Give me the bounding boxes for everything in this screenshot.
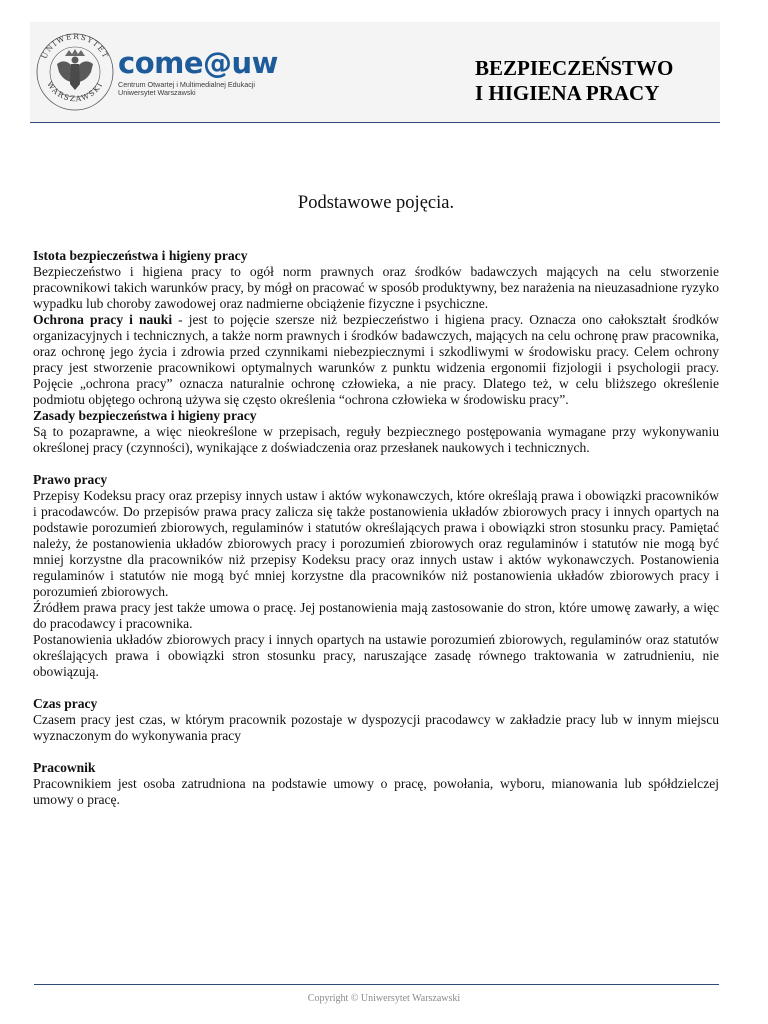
footer-divider — [34, 984, 719, 985]
section-body-ochrona: - jest to pojęcie szersze niż bezpieczeństwo i higiena pracy. Oznacza ono całokształt środków organizacyjnych i technicznych, a także norm prawnych i środków badawczych, mających na celu ochronę praw pracownika, oraz ochronę jego życia i zdrowia przed czynnikami niebezpiecznymi i szkodliwymi w środowisku pracy. Celem ochrony pracy jest stworzenie pracownikowi optymalnych warunków z punktu widzenia ergonomii fizjologii i psychologii pracy. Pojęcie „ochrona pracy” oznacza naturalnie ochronę człowieka, a nie pracy. Dlatego też, w celu bliższego określenie podmiotu objętego ochroną używa się często określenia “ochrona człowieka w środowisku pracy”. — [33, 312, 719, 407]
logo-subtitle-line: Uniwersytet Warszawski — [118, 88, 196, 97]
section-body-czas: Czasem pracy jest czas, w którym pracownik pozostaje w dyspozycji pracodawcy w zakładzie pracy lub w innym miejscu wyznaczonym do wykonywania pracy — [33, 712, 719, 743]
section-body-istota: Bezpieczeństwo i higiena pracy to ogół norm prawnych oraz środków badawczych mających na celu stworzenie pracownikowi takich warunków pracy, by mógł on pracować w sposób produktywny, bez narażenia na nieuzasadnione ryzyko wypadku lub choroby zawodowej oraz nadmierne obciążenie fizyczne i psychiczne. — [33, 264, 719, 311]
course-title — [475, 56, 673, 106]
section-body-pracownik: Pracownikiem jest osoba zatrudniona na podstawie umowy o pracę, powołania, wyboru, mianowania lub spółdzielczej umowy o pracę. — [33, 776, 719, 807]
seal-text-top: UNIWERSYTET — [39, 31, 111, 61]
logo-subtitle — [118, 81, 255, 97]
section-heading-prawo: Prawo pracy — [33, 472, 108, 487]
document-body — [33, 248, 719, 808]
course-title-line-1: BEZPIECZEŃSTWO — [475, 56, 674, 80]
section-body-prawo-1: Przepisy Kodeksu pracy oraz przepisy innych ustaw i aktów wykonawczych, które określają prawa i obowiązki pracowników i pracodawców. Do przepisów prawa pracy zalicza się także postanowienia układów zbiorowych pracy i innych opartych na podstawie porozumień zbiorowych, regulaminów i statutów określających prawa i obowiązki stron stosunku pracy. Pamiętać należy, że postanowienia układów zbiorowych pracy i porozumień zbiorowych oraz regulaminów i statutów nie mogą być mniej korzystne dla pracowników niż przepisy Kodeksu pracy oraz innych ustaw i aktów wykonawczych. Postanowienia regulaminów i statutów nie mogą być mniej korzystne dla pracowników niż postanowienia układów zbiorowych pracy i porozumień zbiorowych. — [33, 488, 719, 599]
footer-copyright: Copyright © Uniwersytet Warszawski — [307, 993, 461, 1004]
seal-text-bottom: WARSZAWSKI — [45, 79, 105, 104]
section-heading-pracownik: Pracownik — [33, 760, 96, 775]
header-divider — [30, 122, 720, 123]
logo-subtitle-line: Centrum Otwartej i Multimedialnej Edukacji — [118, 80, 256, 89]
document-title: Podstawowe pojęcia. — [297, 193, 455, 213]
course-title-line-2: I HIGIENA PRACY — [475, 81, 660, 105]
section-heading-czas: Czas pracy — [33, 696, 98, 711]
section-body-prawo-3: Postanowienia układów zbiorowych pracy i innych opartych na ustawie porozumień zbiorowych, regulaminów oraz statutów określających prawa i obowiązki stron stosunku pracy, naruszające zasadę równego traktowania w zatrudnieniu, nie obowiązują. — [33, 632, 719, 679]
university-seal-icon — [35, 28, 115, 112]
section-body-prawo-2: Źródłem prawa pracy jest także umowa o pracę. Jej postanowienia mają zastosowanie do stron, które umowę zawarły, a więc do pracodawcy i pracownika. — [33, 600, 719, 631]
section-ochrona — [33, 312, 719, 408]
term-ochrona: Ochrona pracy i nauki — [33, 312, 173, 327]
section-body-zasady: Są to pozaprawne, a więc nieokreślone w przepisach, reguły bezpiecznego postępowania wymagane przy wykonywaniu określonej pracy (czynności), wynikające z doświadczenia oraz przesłanek naukowych i technicznych. — [33, 424, 719, 455]
logo-wordmark: come@uw — [118, 46, 278, 80]
svg-text:UNIWERSYTET — [39, 32, 110, 60]
section-heading-zasady: Zasady bezpieczeństwa i higieny pracy — [33, 408, 257, 423]
section-heading-istota: Istota bezpieczeństwa i higieny pracy — [33, 248, 248, 263]
